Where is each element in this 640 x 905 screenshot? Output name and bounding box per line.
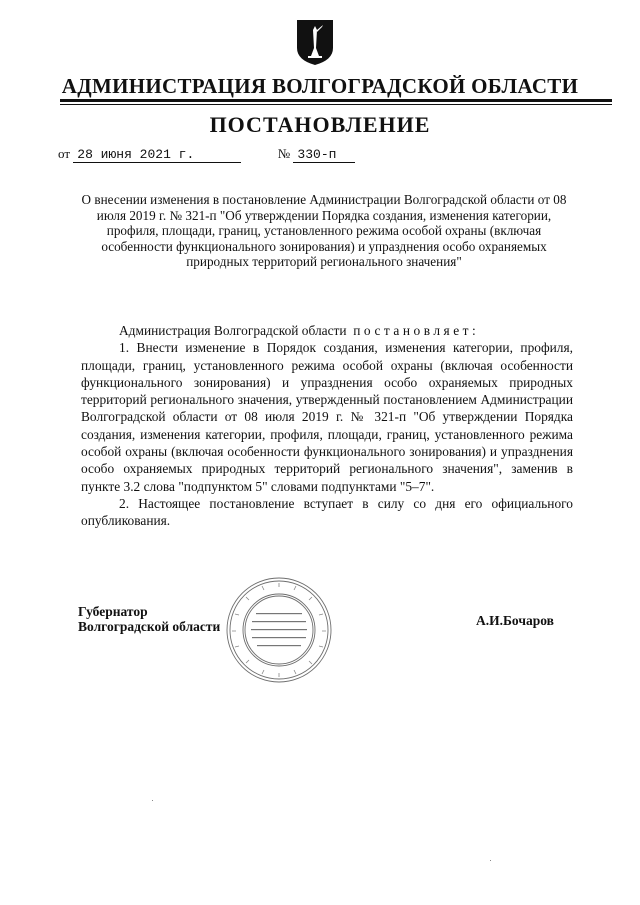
- signatory-name: А.И.Бочаров: [476, 613, 554, 628]
- signatory-position-line2: Волгоградской области: [78, 619, 221, 634]
- document-date: 28 июня 2021 г.: [73, 147, 241, 163]
- dateline: [58, 146, 355, 163]
- organization-title: АДМИНИСТРАЦИЯ ВОЛГОГРАДСКОЙ ОБЛАСТИ: [61, 74, 579, 98]
- header-rule-thin: [60, 104, 612, 105]
- intro-lead: Администрация Волгоградской области: [119, 323, 347, 338]
- header-rule-thick: [60, 99, 612, 102]
- coat-of-arms-emblem: [295, 18, 335, 66]
- document-body: [81, 322, 573, 530]
- official-seal-stamp: [224, 575, 334, 685]
- document-type-title: ПОСТАНОВЛЕНИЕ: [209, 112, 431, 137]
- number-sign: №: [277, 146, 291, 161]
- item-2-paragraph: 2. Настоящее постановление вступает в силу со дня его официального опубликования.: [81, 495, 573, 529]
- scan-speck: [490, 860, 491, 861]
- scan-speck: [152, 800, 153, 801]
- signatory-position-line1: Губернатор: [78, 604, 148, 619]
- document-number: 330-п: [293, 147, 355, 163]
- item-1-paragraph: 1. Внести изменение в Порядок создания, изменения категории, профиля, площади, границ, установленного режима особой охраны (включая особенности функционального зонирования) и упразднения особо охраняемых природных территорий регионального значения, утвержденный постановлением Администрации Волгоградской области от 08 июля 2019 г. № 321-п "Об утверждении Порядка создания, изменения категории, профиля, площади, границ, установленного режима особой охраны (включая особенности функционального зонирования) и упразднения особо охраняемых природных территорий регионального значения", заменив в пункте 3.2 слова "подпунктом 5" словами подпунктами "5–7".: [81, 340, 573, 494]
- signatory-position: [78, 604, 220, 634]
- intro-verb: постановляет:: [353, 323, 480, 338]
- intro-paragraph: [81, 322, 573, 339]
- dateline-prefix: от: [58, 146, 71, 161]
- document-subject: О внесении изменения в постановление Администрации Волгоградской области от 08 июля 2019 г. № 321-п "Об утверждении Порядка создания, изменения категории, профиля, площади, границ, установленного режима особой охраны (включая особенности функционального зонирования) и упразднения особо охраняемых природных территорий регионального значения": [81, 192, 567, 269]
